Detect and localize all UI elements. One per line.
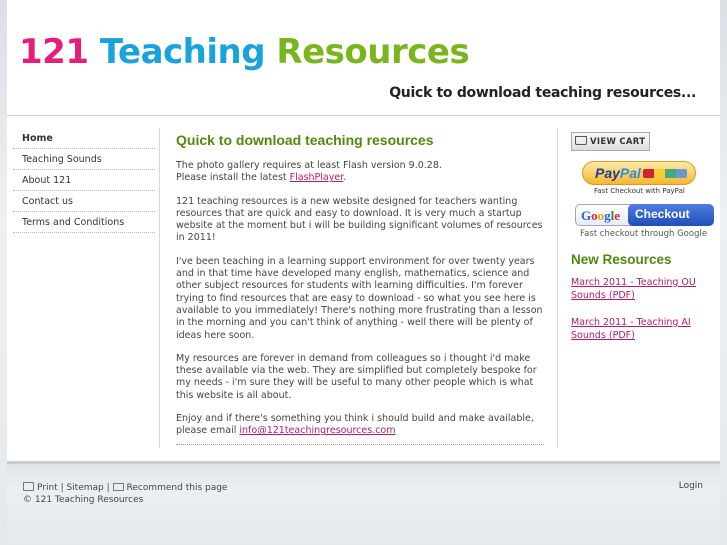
credit-cards-icon xyxy=(643,169,687,178)
print-link[interactable]: Print xyxy=(37,483,58,493)
nav-item-contact-us[interactable]: Contact us xyxy=(13,191,155,212)
paypal-logo-pal: Pal xyxy=(619,165,641,181)
site-footer xyxy=(7,461,720,545)
site-tagline: Quick to download teaching resources... xyxy=(389,85,696,101)
contact-paragraph xyxy=(176,413,544,438)
column-divider-left xyxy=(159,128,160,448)
right-sidebar xyxy=(571,132,711,356)
view-cart-button[interactable] xyxy=(571,132,650,151)
google-checkout-button[interactable] xyxy=(575,204,713,226)
recommend-link[interactable]: Recommend this page xyxy=(126,483,228,493)
resource-link-ou-sounds[interactable]: March 2011 - Teaching OU Sounds (PDF) xyxy=(571,277,696,301)
google-checkout-caption: Fast checkout through Google xyxy=(580,229,708,239)
paypal-logo-pay: Pay xyxy=(595,165,620,181)
login-link[interactable]: Login xyxy=(678,481,703,491)
experience-paragraph: I've been teaching in a learning support environment for over twenty years and in that time have developed many english, mathematics, science and other subject resources for students with learning difficulties. I'm forever trying to find resources that are easy to download - so what you see here is available to you immediately! There's nothing more frustrating than a lesson in the morning and you can't think of anything - well there will be plenty of ideas here soon. xyxy=(176,255,543,341)
nav-item-terms[interactable]: Terms and Conditions xyxy=(13,212,155,233)
view-cart-label: VIEW CART xyxy=(590,137,646,147)
printer-icon xyxy=(23,482,34,491)
email-link[interactable]: info@121teachingresources.com xyxy=(239,425,396,437)
footer-separator: | xyxy=(103,483,113,493)
footer-separator: | xyxy=(57,483,67,493)
new-resources-heading: New Resources xyxy=(571,252,672,267)
logo-word-teaching: Teaching xyxy=(99,32,266,72)
logo-number: 121 xyxy=(19,32,89,72)
copyright: © 121 Teaching Resources xyxy=(23,495,144,505)
logo-word-resources: Resources xyxy=(276,32,470,72)
nav-item-about-121[interactable]: About 121 xyxy=(13,170,155,191)
nav-item-home[interactable]: Home xyxy=(13,128,155,149)
page xyxy=(7,0,720,545)
footer-links xyxy=(23,482,227,493)
sidebar-nav xyxy=(13,128,155,233)
flash-line-2-pre: Please install the latest xyxy=(176,172,290,184)
resource-link-ai-sounds[interactable]: March 2011 - Teaching AI Sounds (PDF) xyxy=(571,317,691,341)
flashplayer-link[interactable]: FlashPlayer xyxy=(289,172,344,184)
column-divider-right xyxy=(557,128,558,448)
main-content xyxy=(176,132,544,445)
content-divider xyxy=(176,444,544,445)
envelope-icon xyxy=(113,483,124,491)
flash-line-2-post: . xyxy=(343,172,347,184)
paypal-caption: Fast Checkout with PayPal xyxy=(594,187,685,195)
site-logo[interactable] xyxy=(19,32,469,72)
google-logo-icon: Google xyxy=(581,208,621,223)
flash-line-1: The photo gallery requires at least Flash version 9.0.28. xyxy=(176,160,442,171)
paypal-checkout-button[interactable] xyxy=(582,161,696,185)
page-title: Quick to download teaching resources xyxy=(176,132,434,148)
contact-text: Enjoy and if there's something you think i should build and make available, please email xyxy=(176,413,534,437)
flash-notice xyxy=(176,160,544,185)
site-header xyxy=(7,0,720,116)
nav-item-teaching-sounds[interactable]: Teaching Sounds xyxy=(13,149,155,170)
colleagues-paragraph: My resources are forever in demand from colleagues so i thought i'd make these available via the web. They are simplified but completely bespoke for my needs - i'm sure they will be useful to many other people which is what this website is all about. xyxy=(176,352,537,401)
sitemap-link[interactable]: Sitemap xyxy=(66,483,104,493)
cart-icon xyxy=(575,136,587,145)
google-checkout-label: Checkout xyxy=(628,204,714,226)
intro-paragraph: 121 teaching resources is a new website designed for teachers wanting resources that are quick and easy to download. It is very much a startup website at the moment but i will be building significant volumes of resources in 2011! xyxy=(176,195,543,244)
